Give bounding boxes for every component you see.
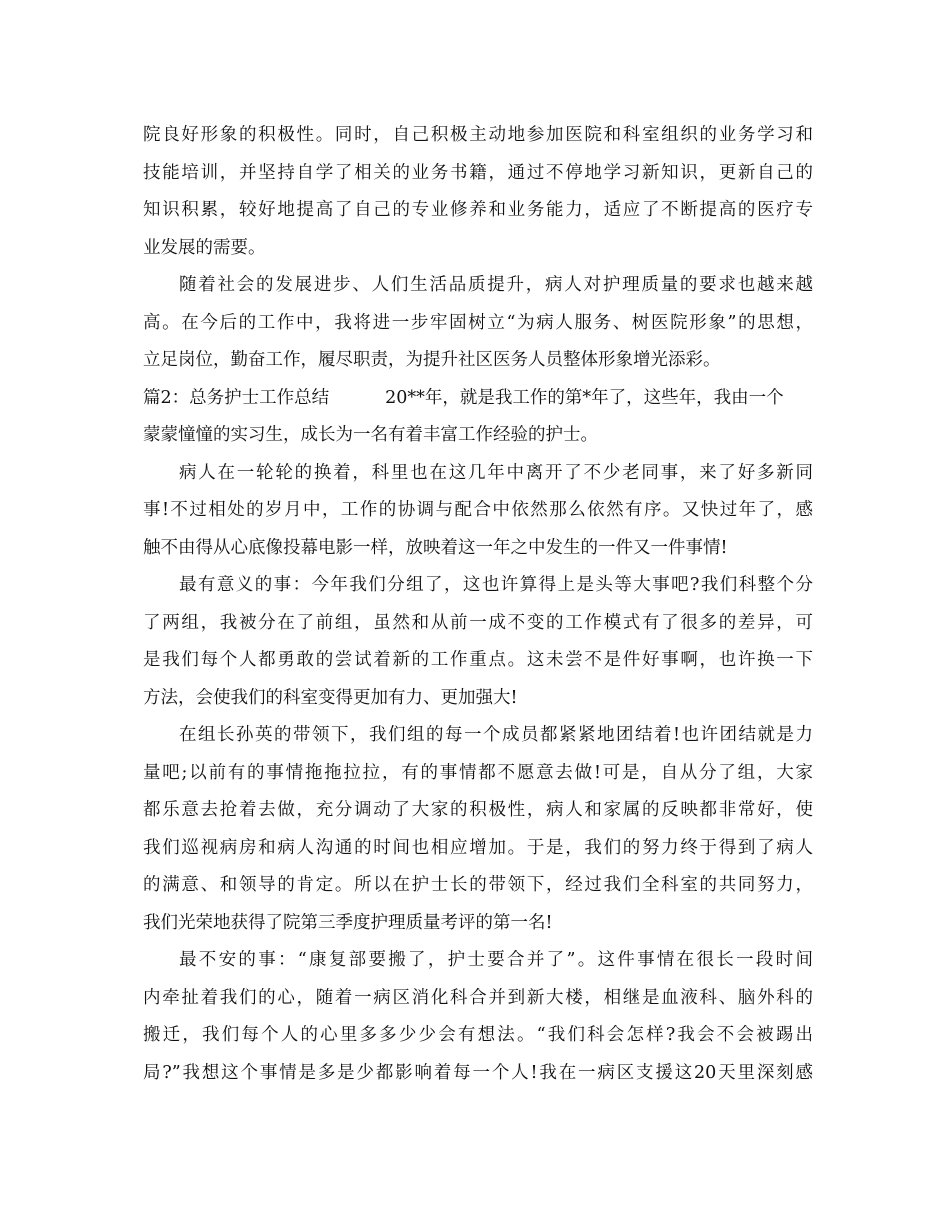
text-line: 我们光荣地获得了院第三季度护理质量考评的第一名! [143, 912, 553, 933]
text-line: 高。在今后的工作中，我将进一步牢固树立“为病人服务、树医院形象”的思想， [143, 312, 813, 333]
text-line: 方法，会使我们的科室变得更加有力、更加强大! [143, 687, 518, 708]
paragraph-first-line: 最不安的事：“康复部要搬了，护士要合并了”。这件事情在很长一段时间 [179, 950, 813, 970]
text-line: 事!不过相处的岁月中，工作的协调与配合中依然那么依然有序。又快过年了，感 [143, 500, 813, 520]
text-line: 技能培训，并坚持自学了相关的业务书籍，通过不停地学习新知识，更新自己的 [143, 162, 813, 183]
paragraph-first-line: 随着社会的发展进步、人们生活品质提升，病人对护理质量的要求也越来越 [179, 275, 813, 295]
text-line: 的满意、和领导的肯定。所以在护士长的带领下，经过我们全科室的共同努力， [143, 875, 813, 895]
paragraph-first-line: 病人在一轮轮的换着，科里也在这几年中离开了不少老同事，来了好多新同 [179, 462, 813, 483]
section-intro-text: 20**年，就是我工作的第*年了，这些年，我由一个 [385, 387, 784, 408]
text-line: 知识积累，较好地提高了自己的专业修养和业务能力，适应了不断提高的医疗专 [143, 200, 813, 220]
text-line: 业发展的需要。 [143, 237, 266, 258]
text-line: 院良好形象的积极性。同时，自己积极主动地参加医院和科室组织的业务学习和 [143, 125, 813, 145]
text-line: 触不由得从心底像投幕电影一样，放映着这一年之中发生的一件又一件事情! [143, 537, 728, 558]
text-line: 都乐意去抢着去做，充分调动了大家的积极性，病人和家属的反映都非常好，使 [143, 800, 813, 820]
section-heading: 篇2：总务护士工作总结 [143, 387, 330, 408]
paragraph-first-line: 最有意义的事：今年我们分组了，这也许算得上是头等大事吧?我们科整个分 [179, 575, 813, 595]
document-page [143, 117, 813, 1092]
text-line: 立足岗位，勤奋工作，履尽职责，为提升社区医务人员整体形象增光添彩。 [143, 350, 721, 370]
text-line: 局?”我想这个事情是多是少都影响着每一个人!我在一病区支援这20天里深刻感 [143, 1062, 813, 1083]
text-line: 内牵扯着我们的心，随着一病区消化科合并到新大楼，相继是血液科、脑外科的 [143, 987, 813, 1008]
text-line: 蒙蒙憧憧的实习生，成长为一名有着丰富工作经验的护士。 [143, 425, 598, 445]
section-heading-line [143, 380, 813, 418]
text-line: 搬迁，我们每个人的心里多多少少会有想法。“我们科会怎样?我会不会被踢出 [143, 1025, 813, 1045]
text-line: 我们巡视病房和病人沟通的时间也相应增加。于是，我们的努力终于得到了病人 [143, 837, 813, 858]
text-line: 了两组，我被分在了前组，虽然和从前一成不变的工作模式有了很多的差异，可 [143, 612, 813, 633]
text-line: 量吧;以前有的事情拖拖拉拉，有的事情都不愿意去做!可是，自从分了组，大家 [143, 762, 813, 783]
text-line: 是我们每个人都勇敢的尝试着新的工作重点。这未尝不是件好事啊，也许换一下 [143, 650, 813, 670]
paragraph-first-line: 在组长孙英的带领下，我们组的每一个成员都紧紧地团结着!也许团结就是力 [179, 725, 813, 745]
